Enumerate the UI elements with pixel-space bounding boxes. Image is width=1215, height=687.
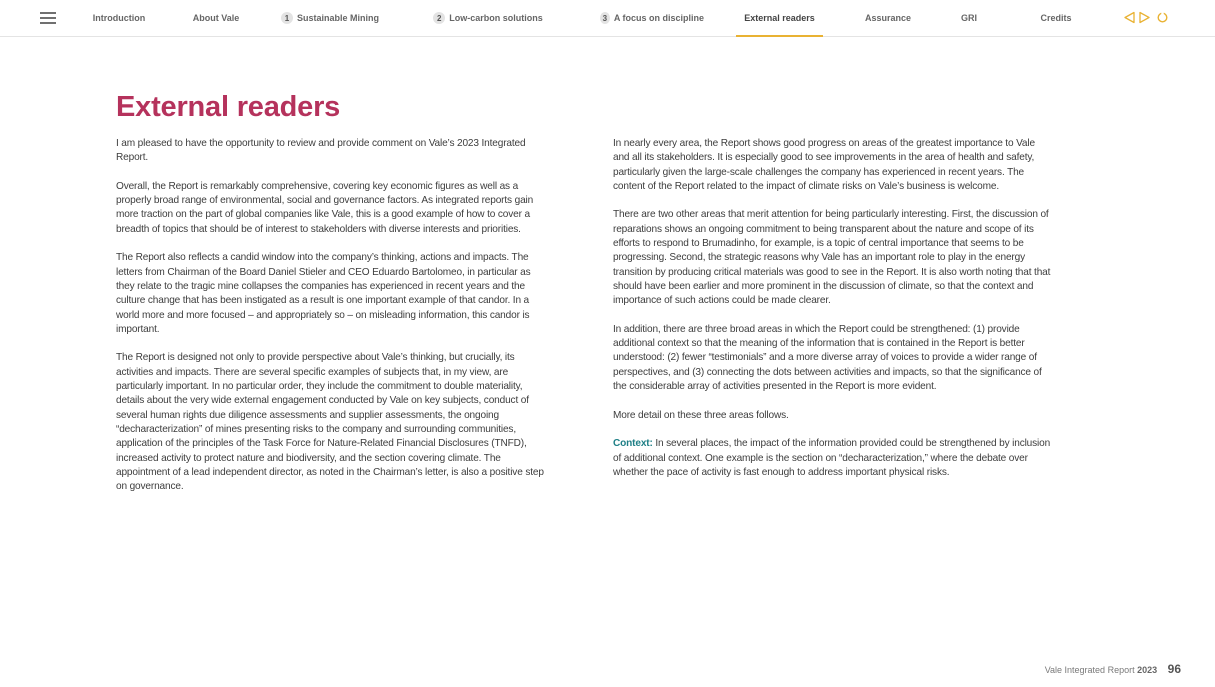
nav-item-about-vale[interactable] [190, 0, 242, 36]
left-column [116, 137, 544, 509]
paragraph: The Report is designed not only to provide perspective about Vale’s thinking, but crucially, its activities and impacts. There are several specific examples of subjects that, in my view, are particularly important. In no particular order, they include the commitment to double materiality, details about the very wide external engagement conducted by Vale on key subjects, conduct of several human rights due diligence assessments and supplier assessments, the ongoing “decharacterization” of mines presenting risks to the company and surrounding communities, application of the principles of the Task Force for Nature-Related Financial Disclosures (TNFD), increased activity to protect nature and biodiversity, and the section covering climate. The appointment of a lead independent director, as noted in the Chairman’s letter, is also a positive step on governance. [116, 352, 544, 493]
nav-item-introduction[interactable] [90, 0, 148, 36]
report-name: Vale Integrated Report [1044, 665, 1135, 675]
nav-item-low-carbon-solutions[interactable] [433, 0, 543, 36]
paragraph: Overall, the Report is remarkably comprehensive, covering key economic figures as well as a properly broad range of environmental, social and governance factors. As integrated reports gain more traction on the part of global companies like Vale, this is a good example of how to cover a breadth of topics that should be of interest to stakeholders with diverse interests and priorities. [116, 180, 534, 235]
nav-item-label: External readers [744, 13, 815, 23]
paragraph: I am pleased to have the opportunity to review and provide comment on Vale’s 2023 Integrated Report. [116, 138, 526, 164]
paragraph: In nearly every area, the Report shows good progress on areas of the greatest importance to Vale and all its stakeholders. It is especially good to see improvements in the area of health and safety, particularly given the large-scale challenges the company has experienced in recent years. The content of the Report related to the impact of climate risks on Vale’s business is welcome. [613, 138, 1035, 192]
home-icon[interactable] [1156, 11, 1169, 24]
nav-item-label: A focus on discipline [613, 13, 704, 23]
nav-item-sustainable-mining[interactable] [280, 0, 380, 36]
nav-item-label: GRI [960, 13, 977, 23]
top-navigation [0, 0, 1215, 37]
report-year: 2023 [1137, 665, 1158, 675]
context-lead: Context: [613, 438, 653, 450]
nav-item-label: Credits [1040, 13, 1072, 23]
nav-item-a-focus-on-discipline[interactable] [600, 0, 704, 36]
paragraph: More detail on these three areas follows. [613, 409, 789, 421]
page-footer [1045, 662, 1181, 676]
paragraph: In addition, there are three broad areas in which the Report could be strengthened: (1) provide additional context so that the meaning of the information that is contained in the Report is better understood: (2) fewer “testimonials” and a more diverse array of voices to provide a wider range of perspectives, and (3) connecting the dots between activities and impacts, so that the significance of the considerable array of activities presented in the Report is more evident. [613, 323, 1042, 393]
nav-item-label: Introduction [92, 13, 146, 23]
nav-item-label: About Vale [192, 13, 240, 23]
chapter-number-badge: 2 [433, 12, 445, 24]
nav-item-external-readers[interactable] [736, 0, 823, 36]
chapter-number-badge: 1 [281, 12, 293, 24]
previous-page-icon[interactable] [1123, 11, 1136, 24]
nav-item-credits[interactable] [1036, 0, 1076, 36]
page-title: External readers [116, 91, 341, 123]
right-column [613, 137, 1053, 494]
paragraph: There are two other areas that merit attention for being particularly interesting. First, the discussion of reparations shows an ongoing commitment to being transparent about the nature and scope of its efforts to respond to Brumadinho, for example, is a topic of central importance that seems to be progressing. Second, the strategic reasons why Vale has an important role to play in the energy transition by producing critical materials was good to see in the Report. It is also worth noting that that should have been earlier and more prominent in the discussion of climate, so that the context and importance of such actions could be made clearer. [613, 209, 1051, 307]
nav-item-label: Assurance [864, 13, 912, 23]
nav-item-assurance[interactable] [862, 0, 914, 36]
nav-item-label: Low-carbon solutions [449, 13, 543, 23]
menu-icon[interactable] [40, 12, 56, 24]
next-page-icon[interactable] [1138, 11, 1151, 24]
paragraph: The Report also reflects a candid window into the company’s thinking, actions and impacts. The letters from Chairman of the Board Daniel Stieler and CEO Eduardo Bartolomeo, in particular as they relate to the tragic mine collapses the companies has experienced in recent years and the culture change that has been instigated as a result is one important example of that candor. In a world more and more focused – and appropriately so – on misleading information, this candor is important. [116, 252, 531, 335]
context-paragraph [613, 437, 1053, 480]
context-text: In several places, the impact of the information provided could be strengthened by inclusion of additional context. One example is the section on “decharacterization,” where the debate over whether the pace of activity is fast enough to address important physical risks. [613, 438, 1051, 478]
nav-item-gri[interactable] [955, 0, 983, 36]
nav-item-label: Sustainable Mining [296, 13, 379, 23]
page-number: 96 [1167, 662, 1181, 676]
chapter-number-badge: 3 [600, 12, 610, 24]
